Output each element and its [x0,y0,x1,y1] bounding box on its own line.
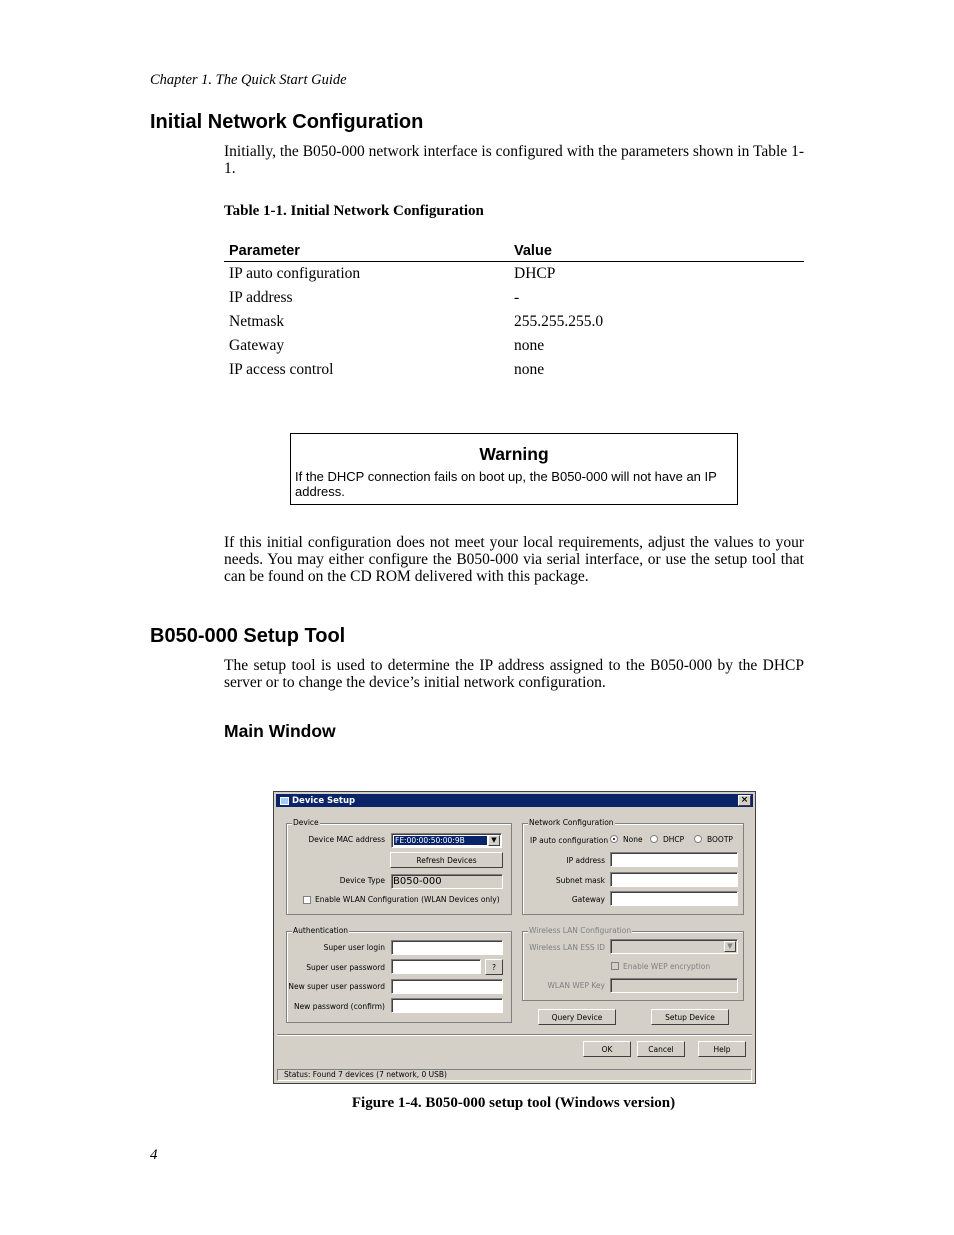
section-title-setup-tool: B050-000 Setup Tool [150,625,346,647]
radio-none-label: None [623,835,643,844]
intro-paragraph: Initially, the B050-000 network interface is configured with the parameters shown in Table 1-1. [224,143,804,177]
cell-parameter: Gateway [229,337,285,354]
wep-key-label: WLAN WEP Key [547,981,605,990]
table-row [224,334,804,358]
close-button[interactable]: × [738,795,751,806]
new-password-input[interactable] [391,979,503,994]
wep-checkbox[interactable] [611,962,619,970]
help-button[interactable]: Help [698,1041,746,1057]
gateway-label: Gateway [571,895,605,904]
super-login-input[interactable] [391,940,503,955]
after-warning-paragraph: If this initial configuration does not meet your local requirements, adjust the values to your needs. You may either configure the B050-000 via serial interface, or use the setup tool that can be found on the CD ROM delivered with this package. [224,534,804,585]
subnet-mask-label: Subnet mask [555,876,605,885]
cell-value: none [514,337,545,354]
cell-parameter: IP auto configuration [229,265,361,282]
running-head: Chapter 1. The Quick Start Guide [150,72,347,88]
gateway-input[interactable] [610,891,738,906]
chevron-down-icon[interactable]: ▼ [724,941,736,952]
authentication-group-label: Authentication [293,926,349,935]
network-config-table [224,240,804,382]
warning-box [290,433,738,505]
warning-body: If the DHCP connection fails on boot up, the B050-000 will not have an IP address. [295,469,717,499]
device-group-label: Device [293,818,319,827]
chevron-down-icon[interactable]: ▼ [488,835,500,846]
super-login-label: Super user login [323,943,385,952]
wep-checkbox-label: Enable WEP encryption [623,962,711,971]
mac-value: FE:00:00:50:00:9B [394,836,487,845]
table-row [224,262,804,286]
confirm-password-label: New password (confirm) [293,1002,385,1011]
super-password-label: Super user password [306,963,385,972]
header-value: Value [514,243,552,259]
cancel-button[interactable]: Cancel [637,1041,685,1057]
wlan-essid-combobox[interactable] [610,939,738,954]
setup-device-button[interactable]: Setup Device [651,1009,729,1025]
figure-caption: Figure 1-4. B050-000 setup tool (Windows version) [351,1095,676,1111]
warning-title: Warning [479,444,549,464]
subnet-mask-input[interactable] [610,872,738,887]
radio-bootp-label: BOOTP [707,835,733,844]
device-type-label: Device Type [339,876,385,885]
radio-none[interactable] [610,835,618,843]
setup-tool-paragraph: The setup tool is used to determine the IP address assigned to the B050-000 by the DHCP server or to change the device’s initial network configuration. [224,657,804,691]
table-caption: Table 1-1. Initial Network Configuration [224,203,484,219]
radio-bootp[interactable] [694,835,702,843]
wep-key-input[interactable] [610,978,738,993]
cell-parameter: Netmask [229,313,285,330]
cell-parameter: IP access control [229,361,334,378]
radio-dhcp-label: DHCP [663,835,685,844]
cell-value: - [514,289,520,306]
app-icon [280,797,289,805]
password-help-button[interactable]: ? [485,959,503,975]
radio-dhcp[interactable] [650,835,658,843]
page-number: 4 [150,1147,158,1163]
header-parameter: Parameter [229,243,300,259]
super-password-input[interactable] [391,959,481,974]
window-title: Device Setup [292,795,356,806]
table-header [224,240,804,262]
ok-button[interactable]: OK [583,1041,631,1057]
subsection-title-main-window: Main Window [224,721,336,741]
ip-auto-label: IP auto configuration [530,836,609,845]
cell-value: 255.255.255.0 [514,313,604,330]
mac-label: Device MAC address [308,835,385,844]
new-password-label: New super user password [288,982,385,991]
wlan-config-checkbox[interactable] [303,896,311,904]
confirm-password-input[interactable] [391,998,503,1013]
wlan-config-label: Enable WLAN Configuration (WLAN Devices only) [315,895,500,904]
table-row [224,358,804,382]
device-type-field: B050-000 [391,874,503,889]
title-bar [276,794,753,807]
refresh-devices-button[interactable]: Refresh Devices [390,852,503,868]
wlan-group-label: Wireless LAN Configuration [529,926,632,935]
table-row [224,286,804,310]
network-config-group-label: Network Configuration [529,818,614,827]
separator [277,1034,752,1036]
wlan-essid-label: Wireless LAN ESS ID [529,943,605,952]
cell-value: DHCP [514,265,556,282]
status-bar: Status: Found 7 devices (7 network, 0 USB) [277,1069,752,1081]
cell-parameter: IP address [229,289,293,306]
query-device-button[interactable]: Query Device [538,1009,616,1025]
table-row [224,310,804,334]
cell-value: none [514,361,545,378]
ip-address-label: IP address [566,856,605,865]
section-title-initial-network: Initial Network Configuration [150,111,424,133]
device-setup-window [273,791,756,1084]
mac-combobox[interactable] [391,833,502,848]
ip-address-input[interactable] [610,852,738,867]
